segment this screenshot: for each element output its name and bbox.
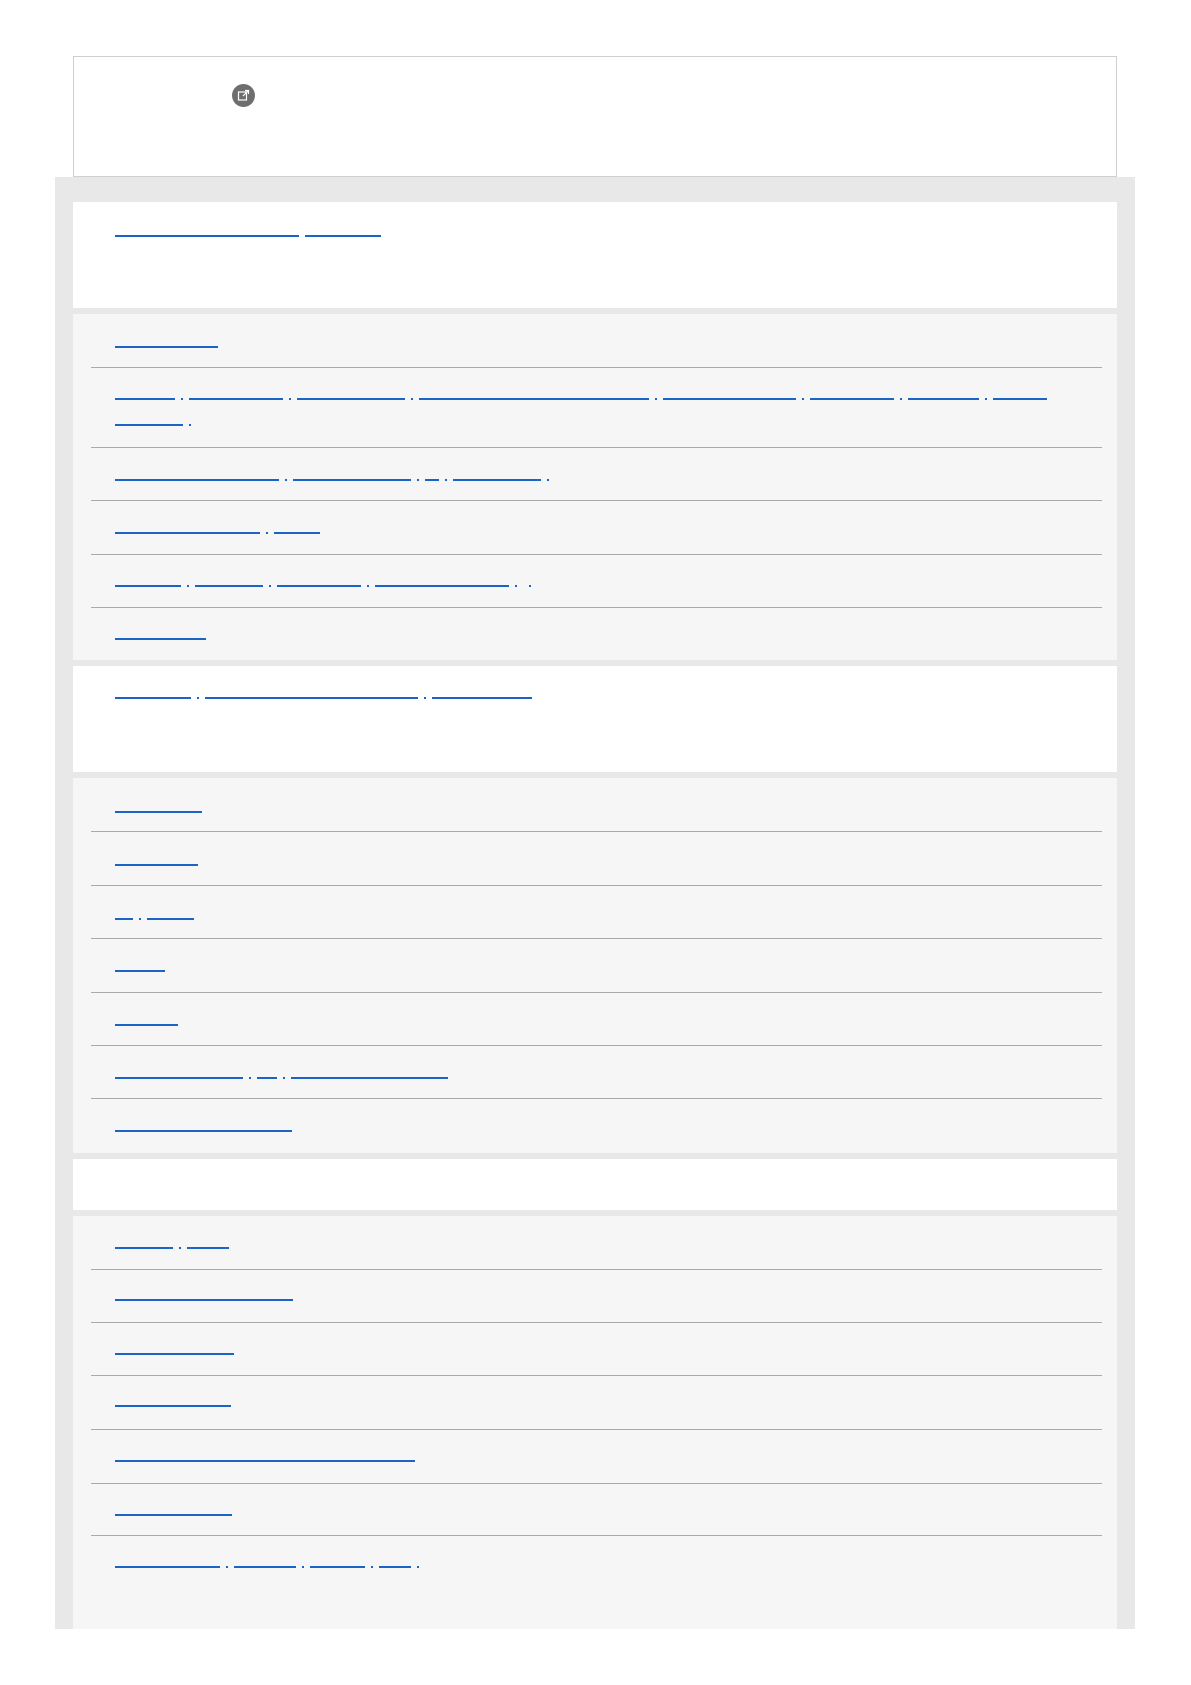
list-item (91, 1430, 1102, 1484)
list-item-link[interactable] (115, 811, 202, 813)
list-item-link[interactable] (115, 970, 165, 972)
list-item (91, 1484, 1102, 1536)
list-item (91, 501, 1102, 555)
list-item-link[interactable] (115, 1514, 232, 1516)
list-item (91, 1536, 1102, 1629)
list-item (91, 1376, 1102, 1430)
list-item-link[interactable] (115, 585, 537, 587)
list-item (91, 993, 1102, 1046)
list-item (91, 886, 1102, 939)
list-item-link[interactable] (115, 638, 206, 640)
list-item-link[interactable] (115, 1247, 229, 1249)
list-item-link-wrap[interactable] (115, 424, 197, 426)
section-list-card (73, 314, 1117, 660)
list-item (91, 1046, 1102, 1099)
list-item (91, 778, 1102, 832)
list-item-link[interactable] (115, 346, 218, 348)
list-item (91, 1270, 1102, 1323)
list-item (91, 608, 1102, 660)
list-item-link[interactable] (115, 864, 198, 866)
list-item-link[interactable] (115, 1405, 231, 1407)
list-item-link[interactable] (115, 1077, 448, 1079)
list-item-link[interactable] (115, 1353, 234, 1355)
external-link-icon[interactable] (232, 84, 255, 107)
section-header-card (73, 202, 1117, 308)
list-item (91, 555, 1102, 608)
section-header-card (73, 666, 1117, 772)
list-item-link[interactable] (115, 1024, 178, 1026)
list-item-link[interactable] (115, 1460, 415, 1462)
list-item (91, 314, 1102, 368)
section-link[interactable] (115, 697, 532, 699)
list-item-link[interactable] (115, 1299, 293, 1301)
list-item (91, 448, 1102, 501)
section-list-card (73, 778, 1117, 1153)
list-item (91, 1216, 1102, 1270)
list-item (91, 939, 1102, 993)
external-link-glyph (237, 89, 250, 102)
list-item-link[interactable] (115, 1566, 425, 1568)
list-item-link[interactable] (115, 1130, 292, 1132)
section-list-card (73, 1216, 1117, 1629)
list-item (91, 1099, 1102, 1153)
list-item (91, 1323, 1102, 1376)
list-item (91, 832, 1102, 886)
list-item-link[interactable] (115, 532, 320, 534)
top-header-box (73, 56, 1117, 177)
list-item-link[interactable] (115, 918, 194, 920)
section-link[interactable] (115, 235, 381, 237)
section-header-card-empty (73, 1159, 1117, 1210)
list-item-link[interactable] (115, 398, 1047, 400)
list-item (91, 368, 1102, 448)
list-item-link[interactable] (115, 479, 555, 481)
